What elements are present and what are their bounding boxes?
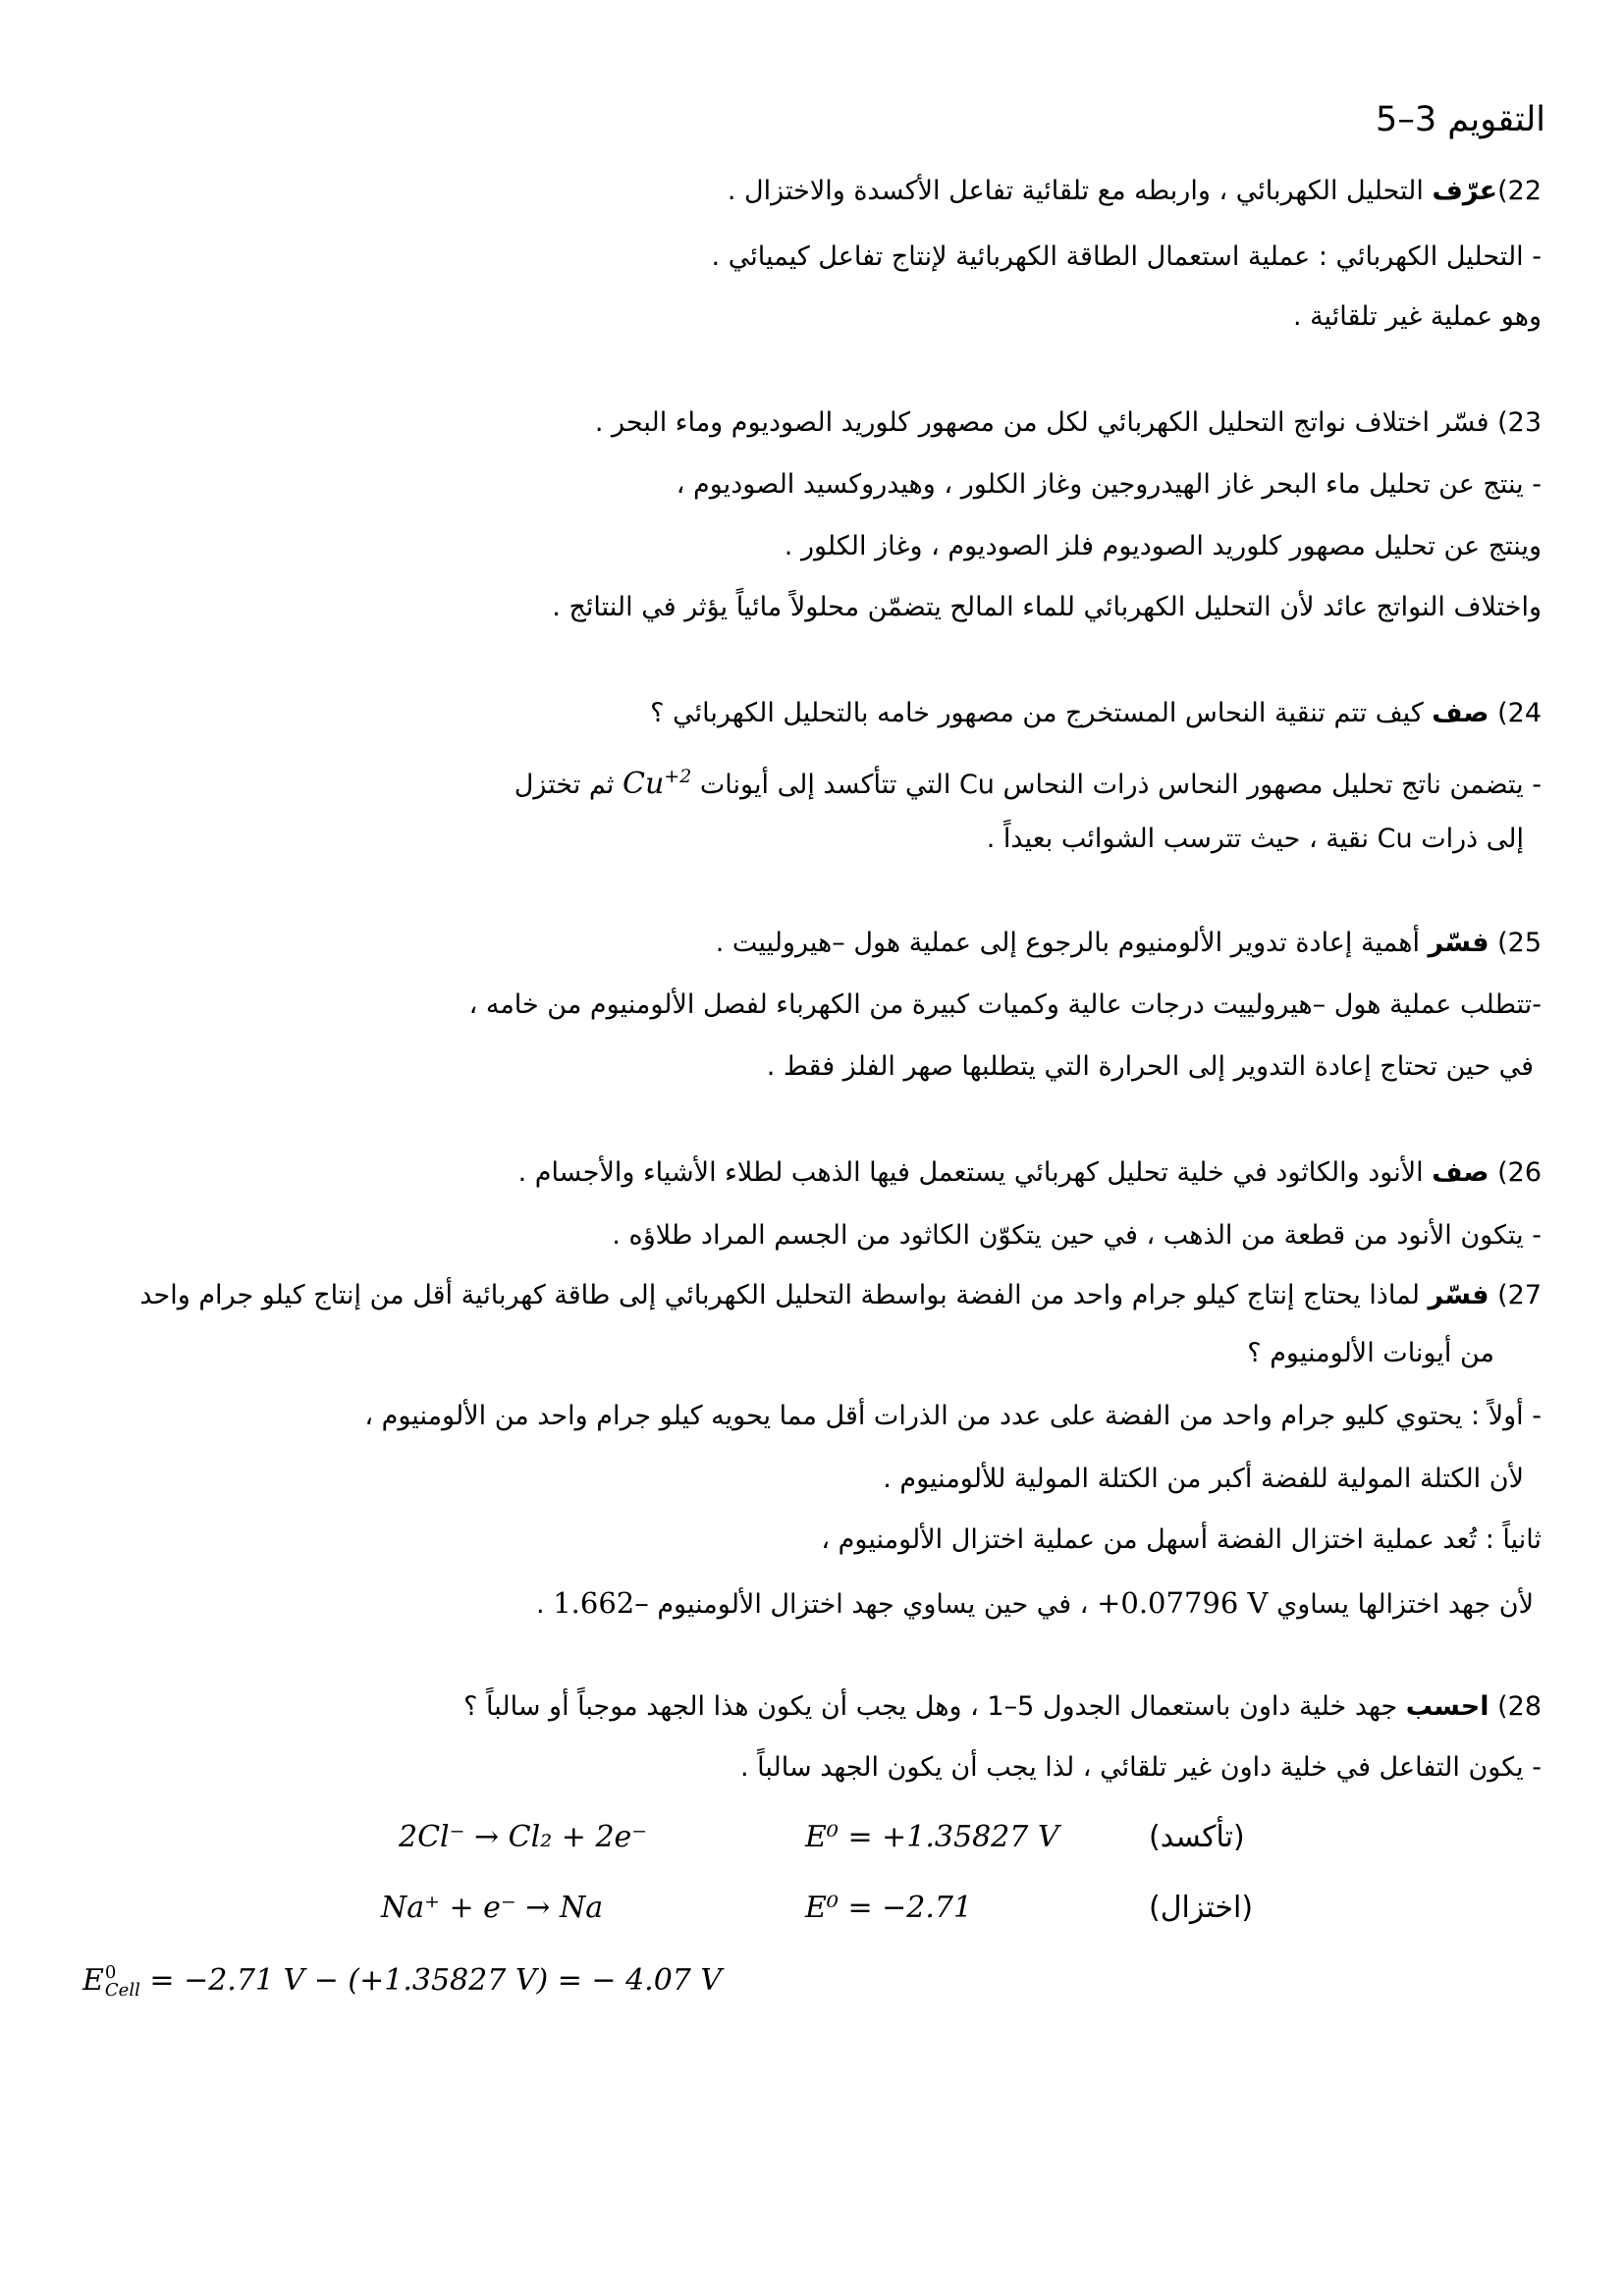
cell-expression: = −2.71 V − (+1.35827 V) = − 4.07 V bbox=[139, 1963, 723, 1998]
q28-verb: احسب bbox=[1405, 1691, 1489, 1722]
cell-potential-equation bbox=[82, 1961, 722, 2001]
q22-question-text: التحليل الكهربائي ، واربطه مع تلقائية تفاعل الأكسدة والاختزال . bbox=[727, 176, 1433, 206]
q26-answer-1: - يتكون الأنود من قطعة من الذهب ، في حين يتكوّن الكاثود من الجسم المراد طلاؤه . bbox=[612, 1220, 1542, 1251]
q22-answer-1: - التحليل الكهربائي : عملية استعمال الطاقة الكهربائية لإنتاج تفاعل كيميائي . bbox=[711, 241, 1542, 272]
silver-potential: +0.07796 V bbox=[1097, 1586, 1269, 1620]
cell-symbol: E bbox=[82, 1963, 104, 1998]
q27-question-2: من أيونات الألومنيوم ؟ bbox=[1247, 1338, 1494, 1368]
cu-ion-charge: +2 bbox=[664, 766, 692, 787]
q22-number: 22) bbox=[1497, 176, 1542, 206]
cu-ion-base: Cu bbox=[623, 767, 665, 801]
q25-verb: فسّر bbox=[1428, 928, 1489, 958]
q27-answer-4 bbox=[536, 1584, 1534, 1624]
q24-answer-1b: ثم تختزل bbox=[514, 770, 623, 800]
q22-verb: عرّف bbox=[1432, 176, 1498, 206]
q25-answer-2: في حين تحتاج إعادة التدوير إلى الحرارة التي يتطلبها صهر الفلز فقط . bbox=[766, 1051, 1534, 1082]
q24-verb: صف bbox=[1432, 698, 1489, 728]
q26-verb: صف bbox=[1432, 1157, 1489, 1188]
q26-number: 26) bbox=[1497, 1157, 1542, 1188]
q27-answer-3: ثانياً : تُعد عملية اختزال الفضة أسهل من عملية اختزال الألومنيوم ، bbox=[821, 1524, 1542, 1555]
q26-question bbox=[518, 1154, 1542, 1192]
q28-question bbox=[463, 1688, 1542, 1726]
oxidation-label: (تأكسد) bbox=[1149, 1820, 1245, 1854]
q24-question-text: كيف تتم تنقية النحاس المستخرج من مصهور خامه بالتحليل الكهربائي ؟ bbox=[650, 698, 1433, 728]
q28-question-text: جهد خلية داون باستعمال الجدول 5–1 ، وهل يجب أن يكون هذا الجهد موجباً أو سالباً ؟ bbox=[463, 1691, 1406, 1722]
q22-answer-2: وهو عملية غير تلقائية . bbox=[1292, 301, 1542, 332]
q23-answer-2: وينتج عن تحليل مصهور كلوريد الصوديوم فلز الصوديوم ، وغاز الكلور . bbox=[784, 531, 1542, 561]
q27-answer-2: لأن الكتلة المولية للفضة أكبر من الكتلة المولية للألومنيوم . bbox=[883, 1464, 1524, 1494]
q23-answer-1: - ينتج عن تحليل ماء البحر غاز الهيدروجين وغاز الكلور ، وهيدروكسيد الصوديوم ، bbox=[676, 469, 1542, 500]
q28-number: 28) bbox=[1497, 1691, 1542, 1722]
q22-question bbox=[728, 173, 1542, 210]
q24-question bbox=[650, 695, 1542, 732]
aluminium-potential: 1.662– bbox=[553, 1586, 649, 1620]
page-title: التقويم 3–5 bbox=[1376, 100, 1545, 139]
q28-answer-1: - يكون التفاعل في خلية داون غير تلقائي ، لذا يجب أن يكون الجهد سالباً . bbox=[740, 1752, 1542, 1783]
q25-answer-1: -تتطلب عملية هول –هيرولييت درجات عالية وكميات كبيرة من الكهرباء لفصل الألومنيوم من خامه ، bbox=[468, 989, 1542, 1020]
q23-question: 23) فسّر اختلاف نواتج التحليل الكهربائي لكل من مصهور كلوريد الصوديوم وماء البحر . bbox=[594, 407, 1542, 438]
q24-number: 24) bbox=[1497, 698, 1542, 728]
q24-answer-1a: - يتضمن ناتج تحليل مصهور النحاس ذرات النحاس Cu التي تتأكسد إلى أيونات bbox=[691, 770, 1542, 800]
oxidation-potential: E⁰ = +1.35827 V bbox=[805, 1820, 1059, 1854]
reduction-label: (اختزال) bbox=[1149, 1891, 1254, 1925]
q27-verb: فسّر bbox=[1428, 1280, 1489, 1310]
q24-answer-2: إلى ذرات Cu نقية ، حيث تترسب الشوائب بعيداً . bbox=[986, 824, 1524, 854]
q27-number: 27) bbox=[1497, 1280, 1542, 1310]
q27-question-1 bbox=[139, 1277, 1542, 1314]
q27-question-text: لماذا يحتاج إنتاج كيلو جرام واحد من الفضة بواسطة التحليل الكهربائي إلى طاقة كهربائية أقل من إنتاج كيلو جرام واحد bbox=[139, 1280, 1429, 1310]
q23-answer-3: واختلاف النواتج عائد لأن التحليل الكهربائي للماء المالح يتضمّن محلولاً مائياً يؤثر في النتائج . bbox=[552, 592, 1542, 622]
q27-answer-4c: . bbox=[536, 1589, 554, 1620]
q26-question-text: الأنود والكاثود في خلية تحليل كهربائي يستعمل فيها الذهب لطلاء الأشياء والأجسام . bbox=[517, 1157, 1433, 1188]
reduction-potential: E⁰ = −2.71 bbox=[805, 1891, 973, 1925]
q27-answer-4b: ، في حين يساوي جهد اختزال الألومنيوم bbox=[648, 1589, 1098, 1620]
q24-answer-1 bbox=[514, 758, 1542, 804]
q27-answer-1: - أولاً : يحتوي كليو جرام واحد من الفضة على عدد من الذرات أقل مما يحويه كيلو جرام واحد من الألومنيوم ، bbox=[364, 1401, 1542, 1431]
oxidation-equation: 2Cl⁻ → Cl₂ + 2e⁻ bbox=[399, 1820, 648, 1854]
q27-answer-4a: لأن جهد اختزالها يساوي bbox=[1268, 1589, 1534, 1620]
reduction-equation: Na⁺ + e⁻ → Na bbox=[381, 1891, 604, 1925]
cu-ion bbox=[623, 767, 691, 801]
cell-sub: Cell bbox=[104, 1980, 140, 2001]
q25-question-text: أهمية إعادة تدوير الألومنيوم بالرجوع إلى عملية هول –هيرولييت . bbox=[715, 928, 1429, 958]
cell-sup: 0 bbox=[104, 1962, 117, 1983]
q25-number: 25) bbox=[1497, 928, 1542, 958]
q25-question bbox=[716, 925, 1542, 962]
